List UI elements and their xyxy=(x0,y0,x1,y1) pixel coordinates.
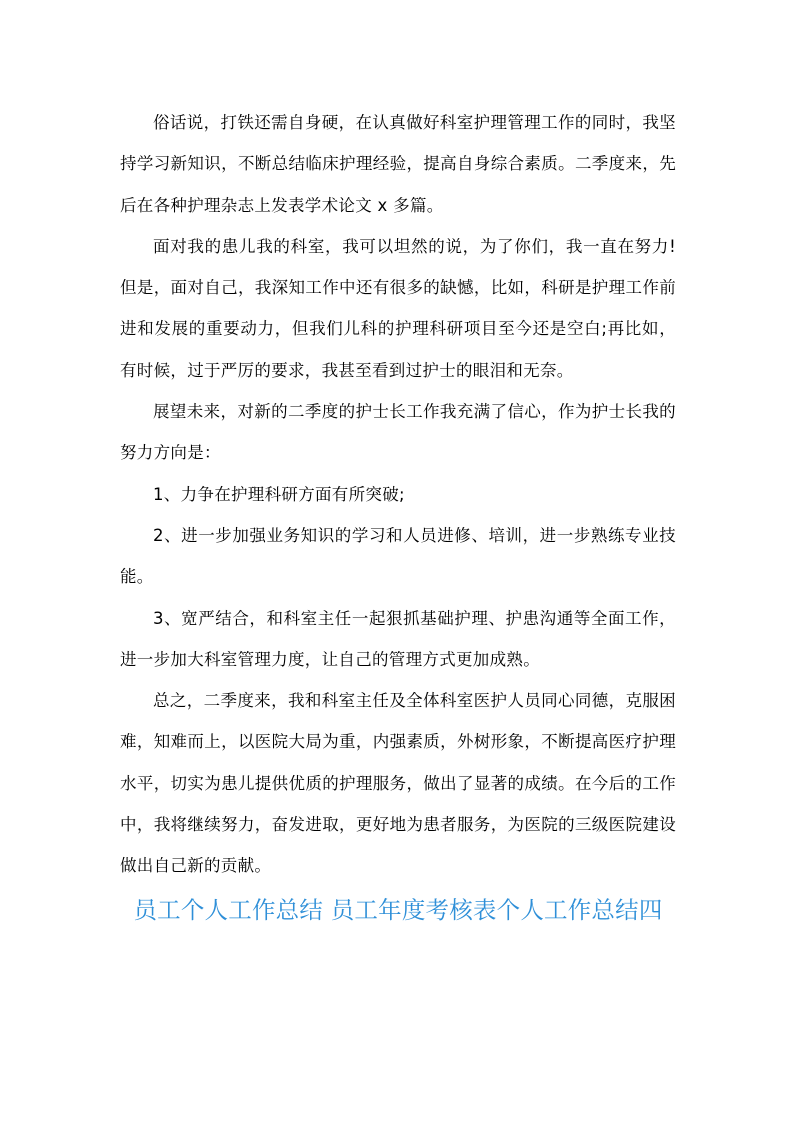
paragraph-outlook: 展望未来，对新的二季度的护士长工作我充满了信心，作为护士长我的努力方向是： xyxy=(120,402,676,463)
document-body xyxy=(120,102,676,928)
paragraph-self-improvement: 俗话说，打铁还需自身硬，在认真做好科室护理管理工作的同时，我坚持学习新知识，不断总结临床护理经验，提高自身综合素质。二季度来，先后在各种护理杂志上发表学术论文 x 多篇。 xyxy=(120,113,676,215)
paragraph-conclusion: 总之，二季度来，我和科室主任及全体科室医护人员同心同德，克服困难，知难而上，以医院大局为重，内强素质，外树形象，不断提高医疗护理水平，切实为患儿提供优质的护理服务，做出了显著的成绩。在今后的工作中，我将继续努力，奋发进取，更好地为患者服务，为医院的三级医院建设做出自己新的贡献。 xyxy=(120,691,676,876)
list-item-goal-3: 3、宽严结合，和科室主任一起狠抓基础护理、护患沟通等全面工作，进一步加大科室管理力度，让自己的管理方式更加成熟。 xyxy=(120,608,676,669)
list-item-goal-1: 1、力争在护理科研方面有所突破; xyxy=(153,484,405,504)
section-heading[interactable]: 员工个人工作总结 员工年度考核表个人工作总结四 xyxy=(133,895,663,924)
list-item-goal-2: 2、进一步加强业务知识的学习和人员进修、培训，进一步熟练专业技能。 xyxy=(120,525,676,587)
paragraph-reflection: 面对我的患儿我的科室，我可以坦然的说，为了你们，我一直在努力!但是，面对自己，我深知工作中还有很多的缺憾，比如，科研是护理工作前进和发展的重要动力，但我们儿科的护理科研项目至今还是空白;再比如，有时候，过于严厉的要求，我甚至看到过护士的眼泪和无奈。 xyxy=(120,236,676,380)
